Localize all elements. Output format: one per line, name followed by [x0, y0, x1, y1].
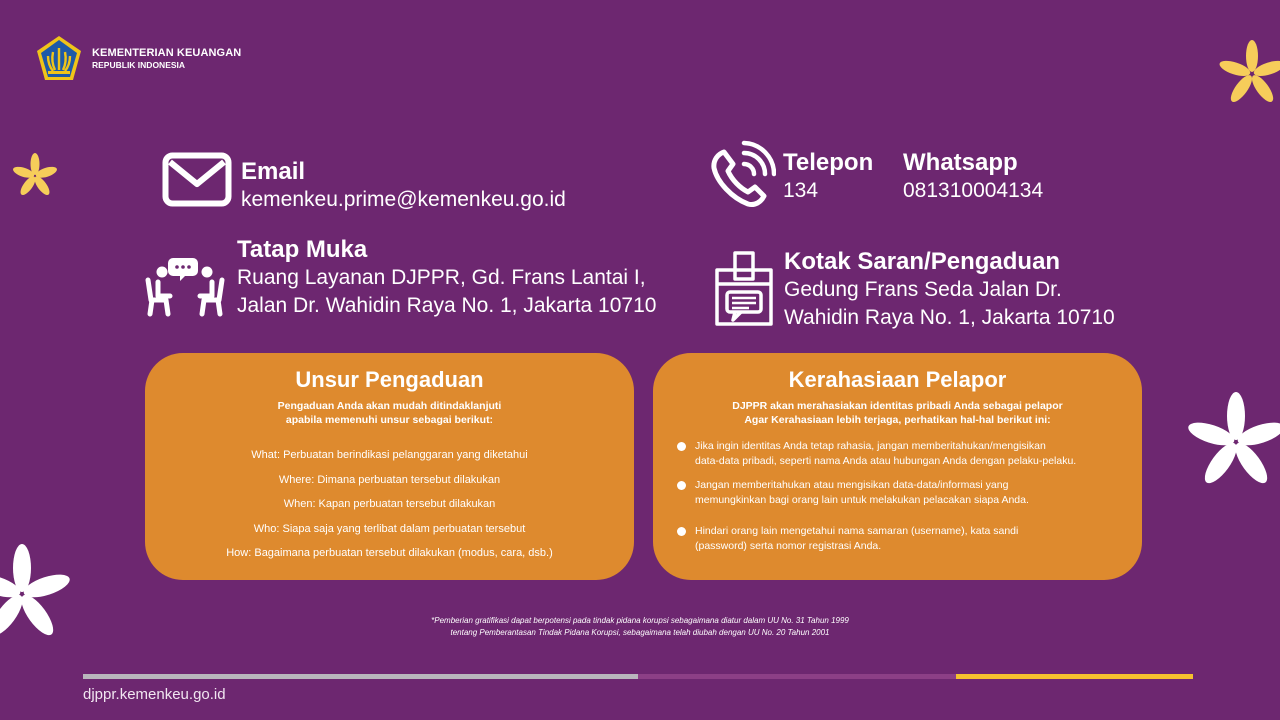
kerahasiaan-intro-line2: Agar Kerahasiaan lebih terjaga, perhatikan hal-hal berikut ini: [744, 414, 1051, 426]
envelope-icon [162, 152, 232, 208]
kerahasiaan-item-line2: memungkinkan bagi orang lain untuk melakukan pelacakan siapa Anda. [695, 494, 1029, 506]
footer-bar-purple [638, 674, 956, 679]
bullet-icon [677, 527, 686, 536]
kerahasiaan-item-line1: Jangan memberitahukan atau mengisikan data-data/informasi yang [695, 479, 1009, 491]
bullet-icon [677, 442, 686, 451]
legal-footnote [0, 615, 1280, 638]
tatap-muka-label: Tatap Muka [237, 236, 368, 263]
unsur-title: Unsur Pengaduan [295, 367, 484, 392]
kerahasiaan-item-line1: Hindari orang lain mengetahui nama samaran (username), kata sandi [695, 525, 1019, 537]
suggestion-box-icon [715, 250, 773, 326]
unsur-item-where: Where: Dimana perbuatan tersebut dilakukan [278, 473, 501, 486]
kerahasiaan-item [677, 524, 1122, 554]
website-link[interactable]: djppr.kemenkeu.go.id [83, 686, 226, 703]
footnote-line1: *Pemberian gratifikasi dapat berpotensi pada tindak pidana korupsi sebagaimana diatur dalam UU No. 31 Tahun 1999 [431, 616, 849, 625]
telepon-block [783, 149, 873, 205]
kotak-saran-block [784, 248, 1115, 332]
bullet-icon [677, 481, 686, 490]
unsur-intro-line1: Pengaduan Anda akan mudah ditindaklanjuti [277, 400, 502, 412]
ministry-emblem-icon [34, 34, 84, 84]
tatap-muka-block [237, 236, 656, 320]
kerahasiaan-item-line2: data-data pribadi, seperti nama Anda atau hubungan Anda dengan pelaku-pelaku. [695, 455, 1077, 467]
footer-bar-grey [83, 674, 638, 679]
meeting-people-icon [144, 254, 226, 318]
unsur-list [145, 443, 634, 566]
ministry-name: KEMENTERIAN KEUANGAN [92, 47, 242, 59]
whatsapp-label: Whatsapp [903, 149, 1018, 176]
email-label: Email [241, 158, 306, 185]
unsur-intro-line2: apabila memenuhi unsur sebagai berikut: [285, 414, 494, 426]
unsur-item-when: When: Kapan perbuatan tersebut dilakukan [283, 498, 496, 510]
telepon-number[interactable]: 134 [783, 179, 819, 202]
whatsapp-block [903, 149, 1043, 205]
footer-bar-yellow [956, 674, 1193, 679]
footnote-line2: tentang Pemberantasan Tindak Pidana Korupsi, sebagaimana telah diubah dengan UU No. 20 Tahun 2001 [450, 627, 830, 637]
country-name: REPUBLIK INDONESIA [92, 60, 186, 70]
unsur-item-what: What: Perbuatan berindikasi pelanggaran yang diketahui [251, 449, 528, 461]
flower-decoration-left [10, 150, 60, 202]
email-block [241, 158, 566, 214]
tatap-muka-address-line1: Ruang Layanan DJPPR, Gd. Frans Lantai I, [237, 266, 646, 289]
email-address[interactable]: kemenkeu.prime@kemenkeu.go.id [241, 188, 566, 211]
unsur-item-who: Who: Siapa saja yang terlibat dalam perbuatan tersebut [253, 522, 526, 535]
kotak-saran-label: Kotak Saran/Pengaduan [784, 248, 1061, 275]
flower-decoration-top-right [1218, 38, 1280, 110]
flower-decoration-right-white [1186, 390, 1280, 494]
kerahasiaan-intro-line1: DJPPR akan merahasiakan identitas pribadi Anda sebagai pelapor [732, 400, 1063, 412]
phone-icon [710, 140, 776, 208]
kerahasiaan-list [677, 439, 1122, 554]
kerahasiaan-item [677, 478, 1122, 508]
kerahasiaan-item-line1: Jika ingin identitas Anda tetap rahasia, jangan memberitahukan/mengisikan [695, 440, 1046, 452]
telepon-label: Telepon [783, 149, 874, 176]
kotak-saran-address-line1: Gedung Frans Seda Jalan Dr. [784, 278, 1062, 301]
kerahasiaan-item [677, 439, 1122, 469]
kotak-saran-address-line2: Wahidin Raya No. 1, Jakarta 10710 [784, 306, 1115, 329]
kerahasiaan-item-line2: (password) serta nomor registrasi Anda. [695, 540, 882, 552]
unsur-item-how: How: Bagaimana perbuatan tersebut dilakukan (modus, cara, dsb.) [226, 547, 553, 559]
kerahasiaan-pelapor-card [653, 353, 1142, 580]
kerahasiaan-title: Kerahasiaan Pelapor [788, 367, 1007, 392]
unsur-pengaduan-card [145, 353, 634, 580]
whatsapp-number[interactable]: 081310004134 [903, 179, 1044, 202]
tatap-muka-address-line2: Jalan Dr. Wahidin Raya No. 1, Jakarta 10710 [237, 294, 657, 317]
ministry-logo [34, 34, 241, 84]
